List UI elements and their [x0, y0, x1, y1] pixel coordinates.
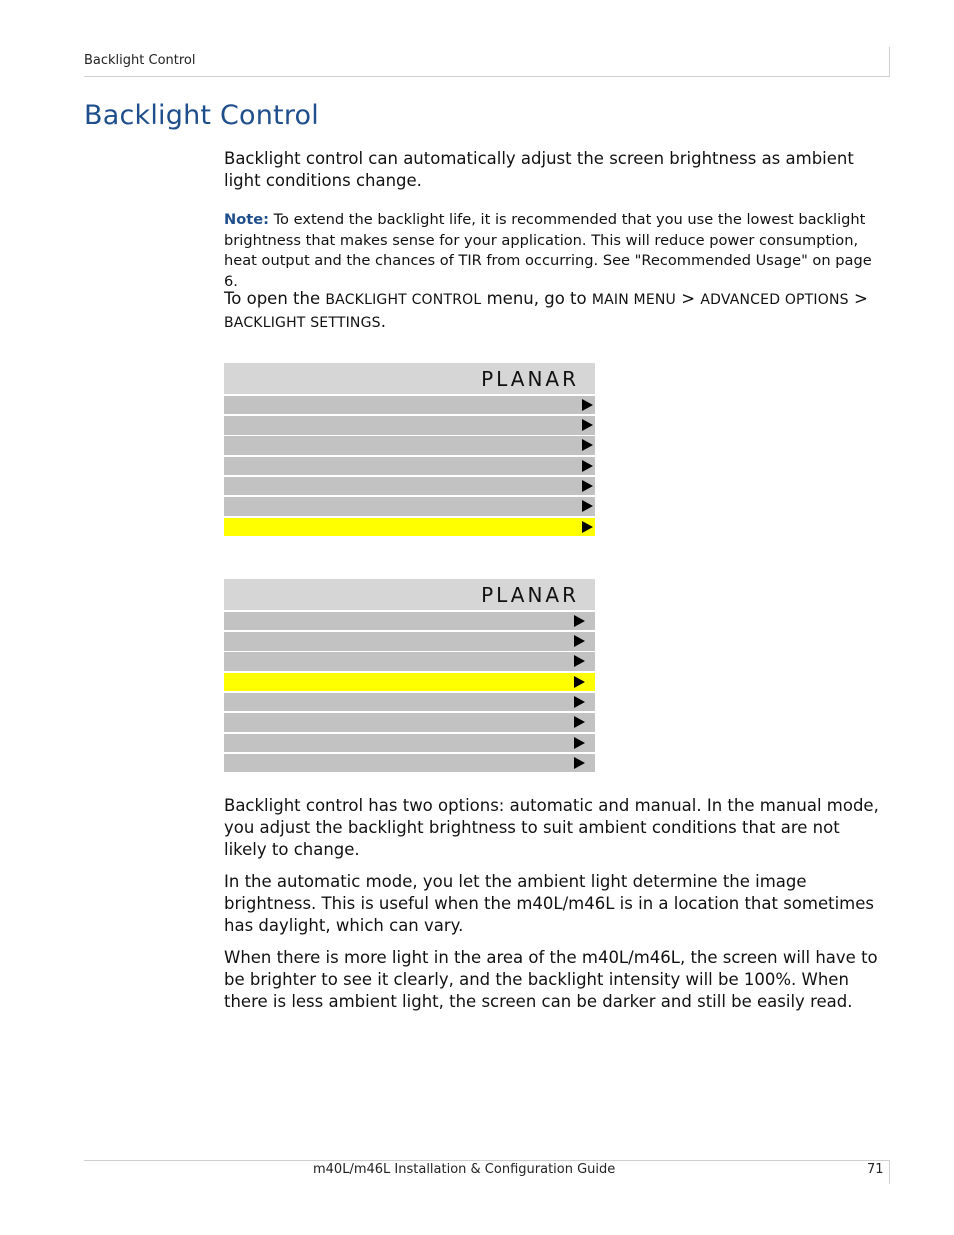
- submenu-arrow-icon: [574, 696, 585, 708]
- osd-header: [224, 363, 595, 394]
- submenu-arrow-icon: [582, 521, 593, 533]
- osd-row: [224, 436, 595, 455]
- instruction-path-backlight: BACKLIGHT SETTINGS: [224, 315, 381, 331]
- instruction-paragraph: [224, 288, 884, 334]
- footer-guide-title: m40L/m46L Installation & Configuration Guide: [313, 1162, 616, 1177]
- osd-row: [224, 632, 595, 651]
- automatic-mode-paragraph: In the automatic mode, you let the ambient light determine the image brightness. This is useful when the m40L/m46L is in a location that sometimes has daylight, which can vary.: [224, 872, 875, 935]
- submenu-arrow-icon: [582, 500, 593, 512]
- osd-row: [224, 396, 595, 415]
- instruction-path-advanced: ADVANCED OPTIONS: [700, 292, 849, 308]
- header-divider: [84, 76, 890, 77]
- page-title: Backlight Control: [84, 100, 319, 131]
- osd-row: [224, 497, 595, 516]
- running-header: Backlight Control: [84, 53, 196, 68]
- osd-row: [224, 477, 595, 496]
- submenu-arrow-icon: [574, 615, 585, 627]
- submenu-arrow-icon: [582, 460, 593, 472]
- osd-row: [224, 713, 595, 732]
- submenu-arrow-icon: [582, 399, 593, 411]
- header-divider-vertical: [889, 47, 890, 77]
- osd-row: [224, 416, 595, 435]
- osd-row: [224, 693, 595, 712]
- page-number: 71: [867, 1162, 884, 1177]
- submenu-arrow-icon: [574, 676, 585, 688]
- planar-logo: PLANAR: [481, 583, 579, 607]
- osd-row-selected: [224, 518, 595, 537]
- osd-menu-main: [224, 363, 595, 536]
- brightness-paragraph: When there is more light in the area of the m40L/m46L, the screen will have to be brighter to see it clearly, and the backlight intensity will be 100%. When there is less ambient light, the screen can be darker and still be easily read.: [224, 948, 878, 1011]
- submenu-arrow-icon: [574, 635, 585, 647]
- osd-menu-advanced: [224, 579, 595, 772]
- instruction-prefix: To open the: [224, 289, 326, 308]
- instruction-middle: menu, go to: [481, 289, 592, 308]
- intro-paragraph: Backlight control can automatically adjust the screen brightness as ambient light conditions change.: [224, 149, 854, 190]
- options-paragraph: Backlight control has two options: automatic and manual. In the manual mode, you adjust the backlight brightness to suit ambient conditions that are not likely to change.: [224, 796, 879, 859]
- planar-logo: PLANAR: [481, 367, 579, 391]
- submenu-arrow-icon: [582, 480, 593, 492]
- osd-row: [224, 652, 595, 671]
- submenu-arrow-icon: [574, 655, 585, 667]
- osd-row: [224, 754, 595, 773]
- submenu-arrow-icon: [574, 757, 585, 769]
- osd-rows: [224, 612, 595, 773]
- osd-row-selected: [224, 673, 595, 692]
- submenu-arrow-icon: [574, 716, 585, 728]
- instruction-menu-name: BACKLIGHT CONTROL: [325, 292, 482, 308]
- instruction-sep1: >: [676, 289, 701, 308]
- footer-divider: [84, 1160, 890, 1161]
- footer-divider-vertical: [889, 1160, 890, 1184]
- osd-row: [224, 734, 595, 753]
- submenu-arrow-icon: [582, 439, 593, 451]
- instruction-sep2: >: [848, 289, 868, 308]
- osd-row: [224, 457, 595, 476]
- note-paragraph: [224, 210, 884, 292]
- osd-rows: [224, 396, 595, 536]
- instruction-suffix: .: [380, 312, 386, 331]
- note-text: To extend the backlight life, it is recommended that you use the lowest backlight brightness that makes sense for your application. This will reduce power consumption, heat output and the chances of TIR from occurring. See "Recommended Usage" on page 6.: [224, 211, 872, 290]
- osd-row: [224, 612, 595, 631]
- note-label: Note:: [224, 211, 269, 228]
- submenu-arrow-icon: [574, 737, 585, 749]
- instruction-path-main: MAIN MENU: [591, 292, 676, 308]
- submenu-arrow-icon: [582, 419, 593, 431]
- osd-header: [224, 579, 595, 610]
